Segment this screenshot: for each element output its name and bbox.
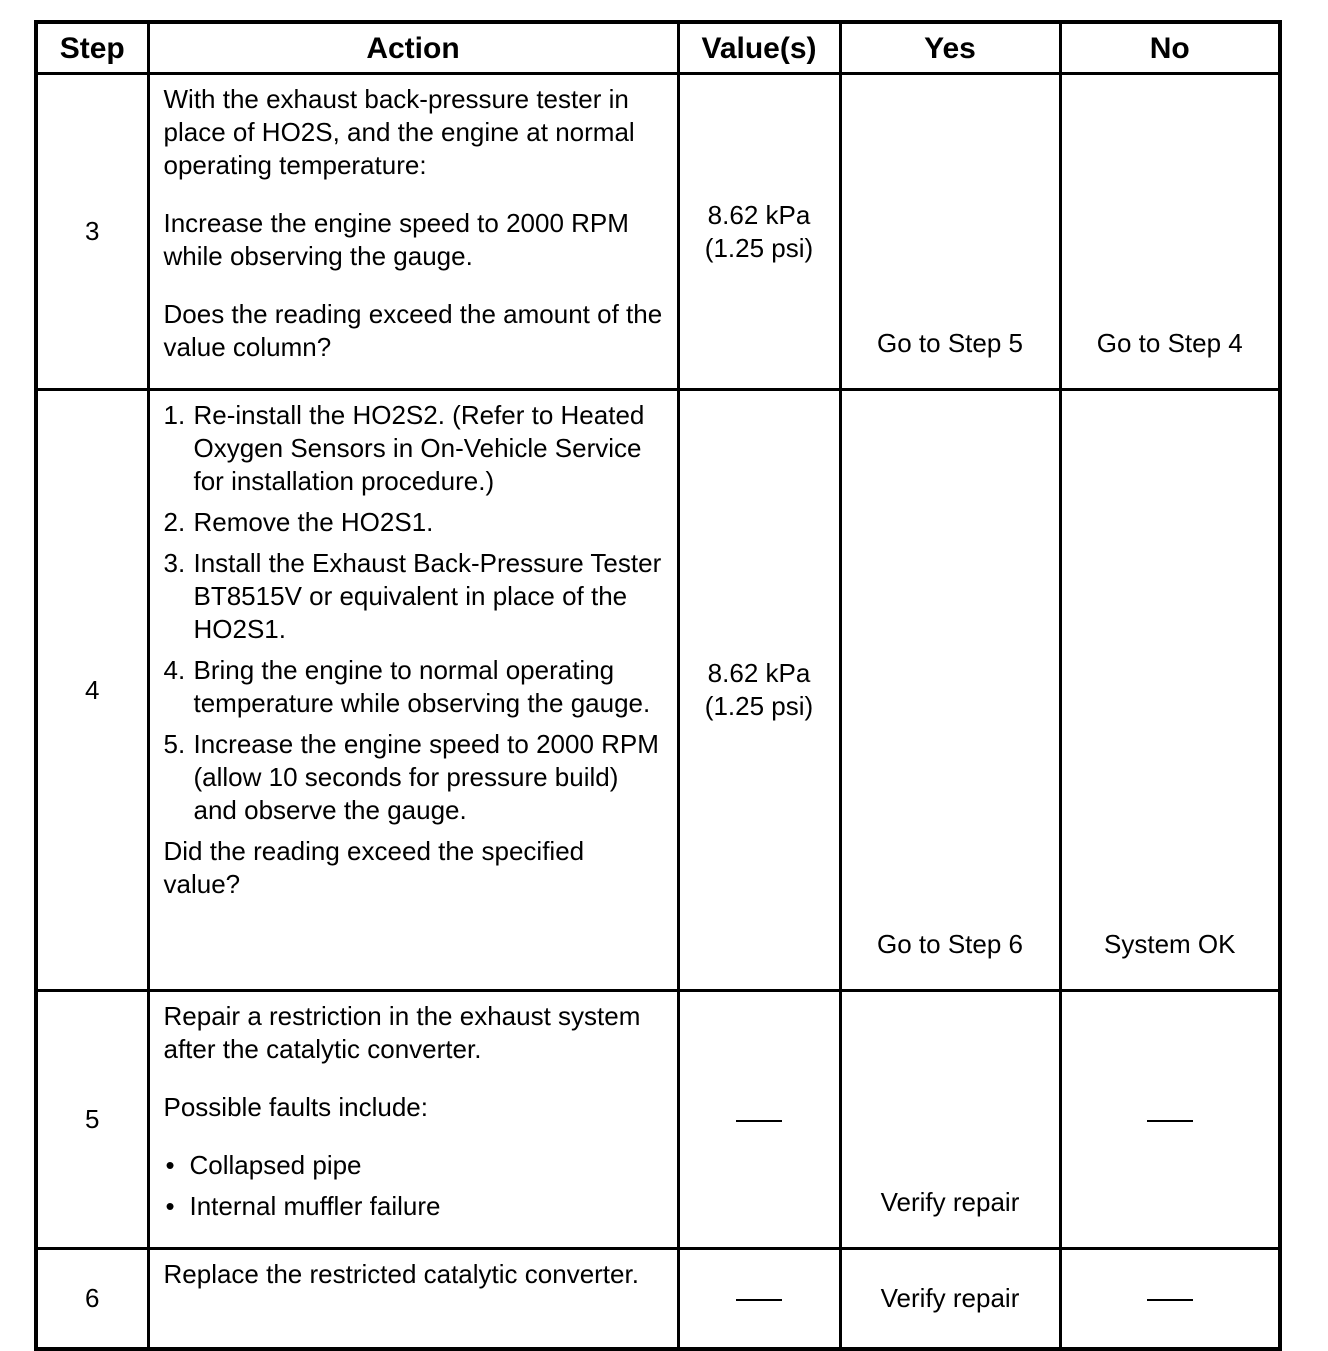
list-text: Install the Exhaust Back-Pressure Tester BT8515V or equivalent in place of the HO2S1. xyxy=(193,548,662,644)
not-applicable-dash xyxy=(736,1120,782,1122)
list-number: 3. xyxy=(163,548,186,578)
list-item xyxy=(164,506,667,539)
header-step: Step xyxy=(36,22,148,74)
header-no: No xyxy=(1060,22,1280,74)
header-values: Value(s) xyxy=(678,22,840,74)
list-text: Remove the HO2S1. xyxy=(193,507,434,537)
step-number: 6 xyxy=(36,1249,148,1349)
action-text: Increase the engine speed to 2000 RPM while observing the gauge. xyxy=(163,208,629,271)
value-metric: 8.62 kPa xyxy=(707,199,811,230)
list-number: 1. xyxy=(163,400,186,430)
list-item xyxy=(164,547,667,646)
yes-cell: Go to Step 5 xyxy=(840,74,1060,390)
faults-list xyxy=(164,1149,667,1223)
list-text: Bring the engine to normal operating temperature while observing the gauge. xyxy=(193,655,651,718)
list-text: Re-install the HO2S2. (Refer to Heated Oxygen Sensors in On-Vehicle Service for installation procedure.) xyxy=(193,400,645,496)
header-yes: Yes xyxy=(840,22,1060,74)
action-text: Repair a restriction in the exhaust system after the catalytic converter. xyxy=(163,1001,641,1064)
action-steps-list xyxy=(164,399,667,827)
table-row-step-4 xyxy=(36,390,1280,991)
action-cell xyxy=(148,390,678,991)
step-number: 4 xyxy=(36,390,148,991)
action-text: Possible faults include: xyxy=(163,1092,428,1122)
action-text: With the exhaust back-pressure tester in place of HO2S, and the engine at normal operating temperature: xyxy=(163,84,635,180)
action-question: Does the reading exceed the amount of the value column? xyxy=(163,299,663,362)
list-item xyxy=(164,728,667,827)
no-cell xyxy=(1060,991,1280,1249)
action-text: Replace the restricted catalytic converter. xyxy=(163,1259,639,1289)
value-cell xyxy=(678,991,840,1249)
value-imperial: (1.25 psi) xyxy=(704,232,814,263)
yes-cell: Go to Step 6 xyxy=(840,390,1060,991)
action-cell xyxy=(148,74,678,390)
value-metric: 8.62 kPa xyxy=(707,658,811,688)
no-cell xyxy=(1060,1249,1280,1349)
header-action: Action xyxy=(148,22,678,74)
not-applicable-dash xyxy=(1147,1120,1193,1122)
table-row-step-5 xyxy=(36,991,1280,1249)
list-item: • Collapsed pipe xyxy=(164,1149,667,1182)
yes-cell: Verify repair xyxy=(840,1249,1060,1349)
header-row xyxy=(36,22,1280,74)
yes-cell: Verify repair xyxy=(840,991,1060,1249)
list-item xyxy=(164,654,667,720)
list-number: 2. xyxy=(163,507,186,537)
action-cell xyxy=(148,1249,678,1349)
table-row-step-6 xyxy=(36,1249,1280,1349)
not-applicable-dash xyxy=(736,1299,782,1301)
diagnostic-procedure-table xyxy=(34,20,1282,1351)
action-cell xyxy=(148,991,678,1249)
value-cell xyxy=(678,74,840,390)
list-item xyxy=(164,399,667,498)
step-number: 3 xyxy=(36,74,148,390)
value-imperial: (1.25 psi) xyxy=(704,691,814,721)
step-number: 5 xyxy=(36,991,148,1249)
value-cell xyxy=(678,390,840,991)
no-cell: Go to Step 4 xyxy=(1060,74,1280,390)
value-cell xyxy=(678,1249,840,1349)
list-text: Increase the engine speed to 2000 RPM (allow 10 seconds for pressure build) and observe the gauge. xyxy=(193,729,659,825)
no-cell: System OK xyxy=(1060,390,1280,991)
not-applicable-dash xyxy=(1147,1299,1193,1301)
list-item: • Internal muffler failure xyxy=(164,1190,667,1223)
list-number: 5. xyxy=(163,729,186,759)
list-number: 4. xyxy=(163,655,186,685)
action-question: Did the reading exceed the specified value? xyxy=(163,836,585,899)
table-row-step-3 xyxy=(36,74,1280,390)
